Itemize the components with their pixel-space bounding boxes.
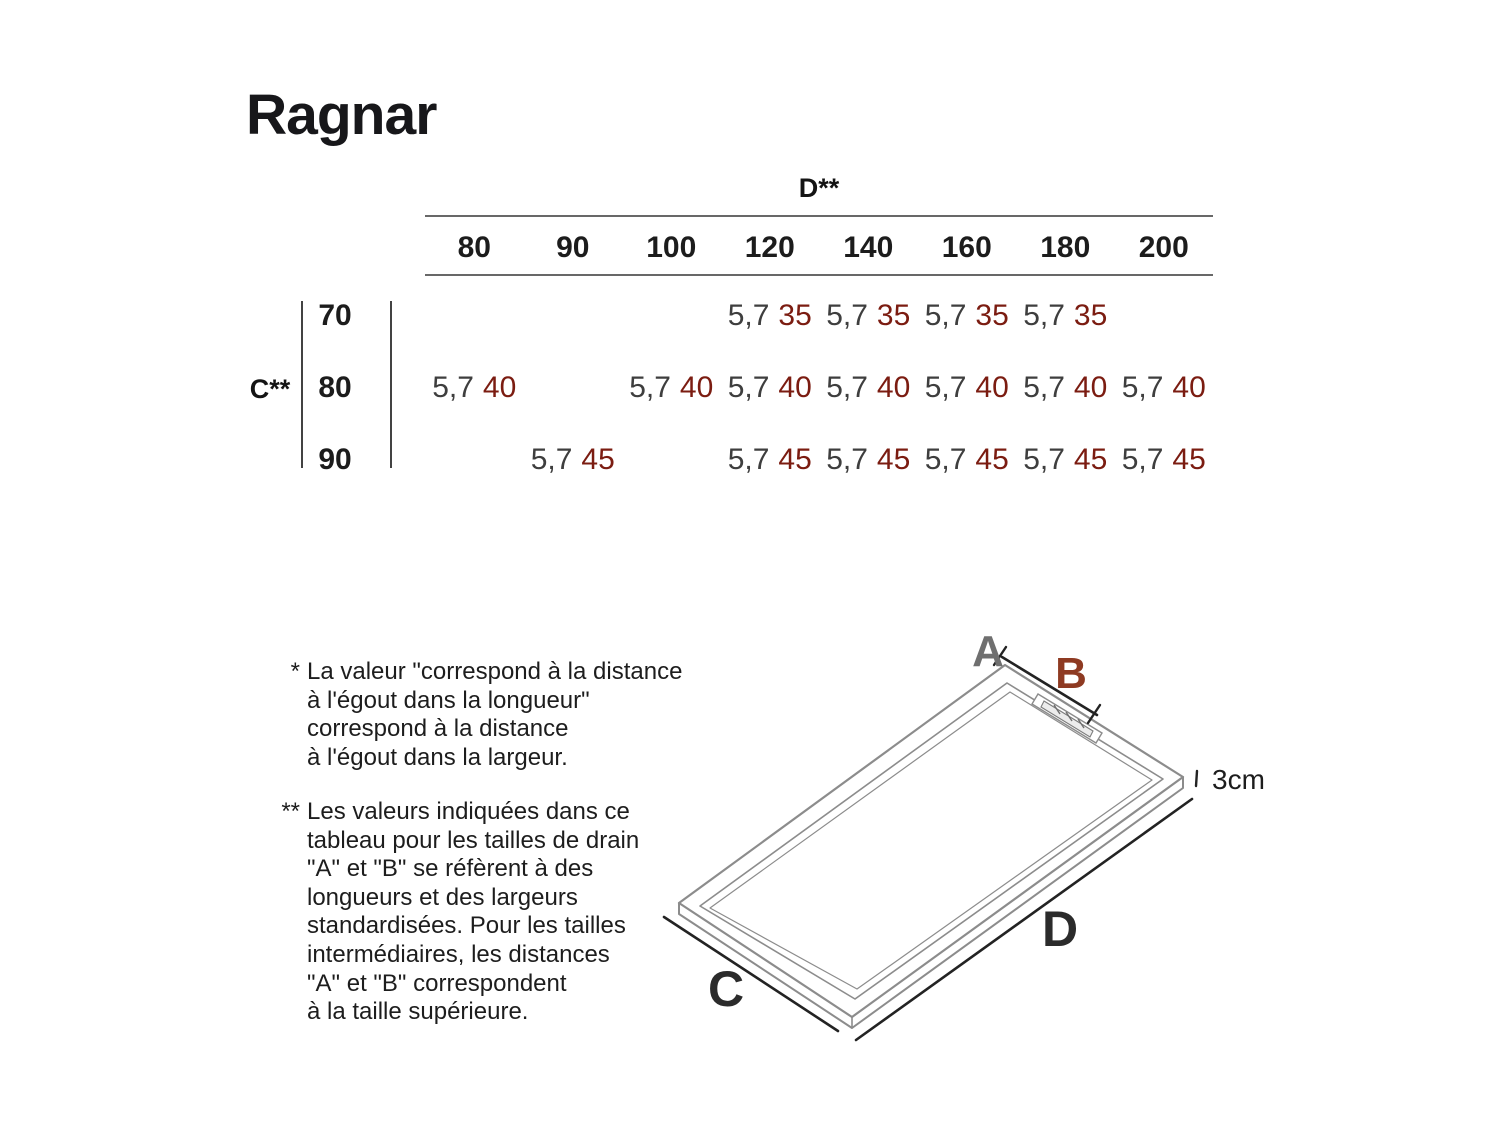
column-header: 160 xyxy=(941,231,992,264)
cell-depth-value: 5,7 xyxy=(629,371,671,404)
cell-depth-value: 5,7 xyxy=(727,299,770,332)
column-header: 180 xyxy=(1040,231,1091,264)
row-header: 90 xyxy=(318,443,352,476)
column-header: 100 xyxy=(646,231,697,264)
cell-drain-value: 35 xyxy=(1073,299,1108,332)
footnote-marker: ** xyxy=(281,798,300,825)
column-header: 140 xyxy=(843,231,894,264)
footnote-line: à la taille supérieure. xyxy=(307,998,529,1026)
table-cell xyxy=(721,443,820,477)
table-cell-empty xyxy=(622,443,721,477)
table-column-headers xyxy=(425,231,1213,265)
cell-drain-value: 40 xyxy=(1073,371,1108,404)
cell-depth-value: 5,7 xyxy=(727,371,770,404)
column-header: 200 xyxy=(1138,231,1189,264)
cell-depth-value: 5,7 xyxy=(1121,371,1164,404)
label-b: B xyxy=(1055,649,1087,698)
table-divider-left xyxy=(301,301,303,468)
table-cell-empty xyxy=(524,299,623,333)
table-row xyxy=(425,443,1213,477)
cell-depth-value: 5,7 xyxy=(1023,299,1065,332)
table-column-axis-label: D** xyxy=(798,173,840,203)
cell-drain-value: 40 xyxy=(778,371,812,404)
table-cell xyxy=(622,371,721,405)
dimension-d-line xyxy=(856,799,1192,1040)
cell-depth-value: 5,7 xyxy=(924,299,967,332)
footnote-line: La valeur "correspond à la distance xyxy=(307,658,683,685)
label-height-3cm: 3cm xyxy=(1212,764,1265,795)
table-cell xyxy=(918,371,1017,405)
table-cell-empty xyxy=(524,371,623,405)
cell-depth-value: 5,7 xyxy=(1023,443,1065,476)
footnote-line: Les valeurs indiquées dans ce xyxy=(307,798,630,825)
cell-depth-value: 5,7 xyxy=(1121,443,1164,476)
table-divider-right xyxy=(390,301,392,468)
cell-drain-value: 40 xyxy=(482,371,517,404)
label-c: C xyxy=(707,961,745,1017)
table-cell xyxy=(425,371,524,405)
table-cell xyxy=(721,371,820,405)
cell-drain-value: 40 xyxy=(975,371,1009,404)
page-title: Ragnar xyxy=(246,83,437,147)
row-header: 70 xyxy=(318,299,352,332)
cell-drain-value: 45 xyxy=(1073,443,1108,476)
footnote-line: "A" et "B" correspondent xyxy=(307,969,567,997)
table-cell xyxy=(1115,443,1214,477)
table-cell-empty xyxy=(425,299,524,333)
table-row xyxy=(425,299,1213,333)
table-cell-empty xyxy=(622,299,721,333)
table-cell xyxy=(721,299,820,333)
table-cell xyxy=(918,443,1017,477)
height-3cm-tick xyxy=(1196,771,1197,786)
table-row xyxy=(425,371,1213,405)
cell-depth-value: 5,7 xyxy=(1023,371,1065,404)
cell-depth-value: 5,7 xyxy=(924,443,967,476)
table-cell xyxy=(1016,443,1115,477)
cell-drain-value: 40 xyxy=(876,371,911,404)
footnote-line: longueurs et des largeurs xyxy=(307,883,578,911)
cell-drain-value: 35 xyxy=(975,299,1009,332)
table-cell-empty xyxy=(1115,299,1214,333)
cell-depth-value: 5,7 xyxy=(924,371,967,404)
cell-depth-value: 5,7 xyxy=(826,371,868,404)
cell-drain-value: 35 xyxy=(778,299,812,332)
column-header: 90 xyxy=(556,231,590,264)
column-header: 80 xyxy=(457,231,491,264)
cell-depth-value: 5,7 xyxy=(826,299,868,332)
footnote-line: à l'égout dans la largeur. xyxy=(307,743,568,771)
cell-drain-value: 45 xyxy=(778,443,812,476)
cell-drain-value: 40 xyxy=(679,371,714,404)
cell-drain-value: 40 xyxy=(1172,371,1206,404)
table-cell xyxy=(524,443,623,477)
footnote-marker: * xyxy=(290,658,300,685)
cell-drain-value: 45 xyxy=(975,443,1009,476)
table-cell-empty xyxy=(425,443,524,477)
row-header: 80 xyxy=(318,371,352,404)
cell-depth-value: 5,7 xyxy=(727,443,770,476)
footnote-line: à l'égout dans la longueur" xyxy=(307,686,590,714)
cell-depth-value: 5,7 xyxy=(826,443,868,476)
footnote-line: "A" et "B" se réfèrent à des xyxy=(307,855,594,883)
table-cell xyxy=(918,299,1017,333)
column-header: 120 xyxy=(744,231,795,264)
tray-outline xyxy=(679,665,1183,1028)
footnote-line: standardisées. Pour les tailles xyxy=(307,912,626,940)
table-cell xyxy=(819,443,918,477)
footnote-line: correspond à la distance xyxy=(307,715,569,743)
table-row-axis-label: C** xyxy=(249,374,291,404)
table-rule-top xyxy=(425,215,1213,217)
label-d: D xyxy=(1041,901,1079,957)
table-cell xyxy=(819,371,918,405)
table-cell xyxy=(1016,371,1115,405)
table-rule-bottom xyxy=(425,274,1213,276)
label-a: A xyxy=(972,627,1004,676)
footnote-line: intermédiaires, les distances xyxy=(307,940,610,968)
cell-drain-value: 45 xyxy=(876,443,911,476)
table-cell xyxy=(819,299,918,333)
cell-depth-value: 5,7 xyxy=(432,371,474,404)
tray-bottom-edge xyxy=(679,777,1183,1028)
cell-drain-value: 45 xyxy=(1172,443,1206,476)
cell-drain-value: 35 xyxy=(876,299,911,332)
footnote-line: tableau pour les tailles de drain xyxy=(307,826,640,854)
cell-drain-value: 45 xyxy=(581,443,615,476)
table-cell xyxy=(1115,371,1214,405)
table-cell xyxy=(1016,299,1115,333)
cell-depth-value: 5,7 xyxy=(530,443,573,476)
shower-tray-diagram xyxy=(620,615,1300,1085)
